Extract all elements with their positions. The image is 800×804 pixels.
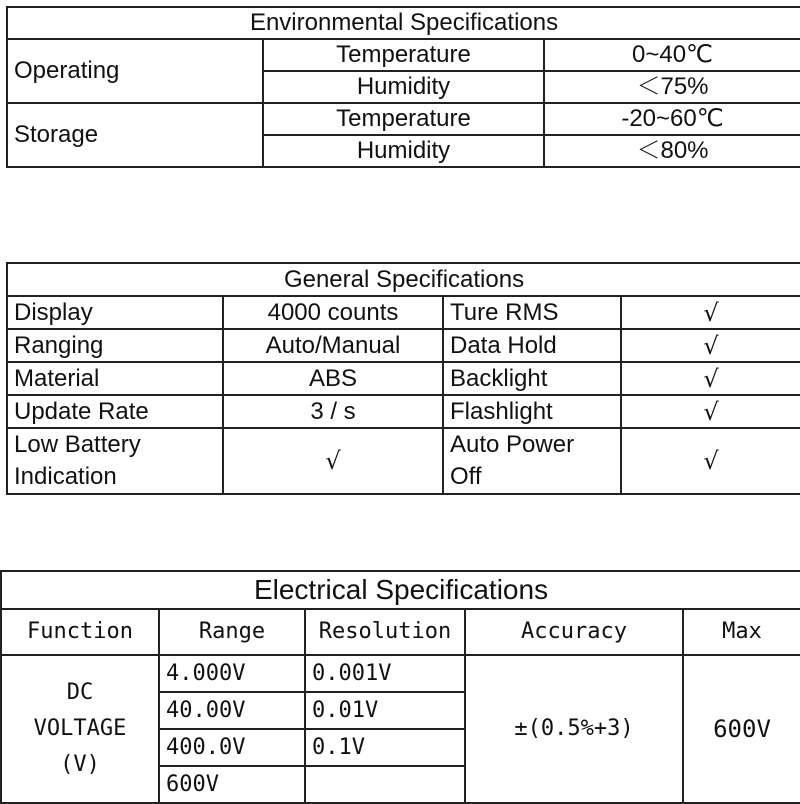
spec-label: Display bbox=[7, 296, 223, 329]
table-row bbox=[7, 362, 800, 395]
env-value: -20~60℃ bbox=[544, 103, 800, 135]
range-cell: 40.00V bbox=[159, 692, 305, 729]
spec-value: ABS bbox=[223, 362, 443, 395]
env-param: Humidity bbox=[263, 135, 544, 167]
spec-value: 4000 counts bbox=[223, 296, 443, 329]
env-group-operating: Operating bbox=[7, 39, 263, 103]
column-header: Function bbox=[1, 609, 159, 655]
table-row bbox=[7, 428, 800, 494]
env-param: Humidity bbox=[263, 71, 544, 103]
check-mark: √ bbox=[621, 428, 800, 494]
range-cell: 400.0V bbox=[159, 729, 305, 766]
check-mark: √ bbox=[621, 362, 800, 395]
spec-label: Material bbox=[7, 362, 223, 395]
electrical-specifications-table bbox=[0, 570, 800, 804]
environmental-specifications-table bbox=[6, 6, 800, 168]
general-specifications-table bbox=[6, 262, 800, 495]
column-header: Max bbox=[683, 609, 800, 655]
feature-label: Backlight bbox=[443, 362, 621, 395]
range-cell: 600V bbox=[159, 766, 305, 803]
column-header: Resolution bbox=[305, 609, 465, 655]
env-value: ＜75% bbox=[544, 71, 800, 103]
check-mark: √ bbox=[621, 329, 800, 362]
table-title: Electrical Specifications bbox=[1, 571, 800, 609]
check-mark: √ bbox=[621, 296, 800, 329]
table-row bbox=[1, 655, 800, 692]
resolution-cell bbox=[305, 766, 465, 803]
column-header: Accuracy bbox=[465, 609, 683, 655]
env-value: 0~40℃ bbox=[544, 39, 800, 71]
spec-label: Ranging bbox=[7, 329, 223, 362]
function-cell: DC VOLTAGE (V) bbox=[1, 655, 159, 803]
range-cell: 4.000V bbox=[159, 655, 305, 692]
table-title: Environmental Specifications bbox=[7, 7, 800, 39]
feature-label: Ture RMS bbox=[443, 296, 621, 329]
table-title: General Specifications bbox=[7, 263, 800, 296]
spec-value: Auto/Manual bbox=[223, 329, 443, 362]
env-param: Temperature bbox=[263, 39, 544, 71]
feature-label: Auto Power Off bbox=[443, 428, 621, 494]
feature-label: Flashlight bbox=[443, 395, 621, 428]
env-group-storage: Storage bbox=[7, 103, 263, 167]
resolution-cell: 0.1V bbox=[305, 729, 465, 766]
spec-label: Low Battery Indication bbox=[7, 428, 223, 494]
table-row bbox=[7, 329, 800, 362]
check-mark: √ bbox=[621, 395, 800, 428]
check-mark: √ bbox=[223, 428, 443, 494]
resolution-cell: 0.001V bbox=[305, 655, 465, 692]
env-param: Temperature bbox=[263, 103, 544, 135]
env-value: ＜80% bbox=[544, 135, 800, 167]
accuracy-cell: ±(0.5%+3) bbox=[465, 655, 683, 803]
resolution-cell: 0.01V bbox=[305, 692, 465, 729]
table-header-row bbox=[1, 609, 800, 655]
table-row bbox=[7, 395, 800, 428]
column-header: Range bbox=[159, 609, 305, 655]
spec-value: 3 / s bbox=[223, 395, 443, 428]
table-row bbox=[7, 296, 800, 329]
feature-label: Data Hold bbox=[443, 329, 621, 362]
spec-label: Update Rate bbox=[7, 395, 223, 428]
max-cell: 600V bbox=[683, 655, 800, 803]
